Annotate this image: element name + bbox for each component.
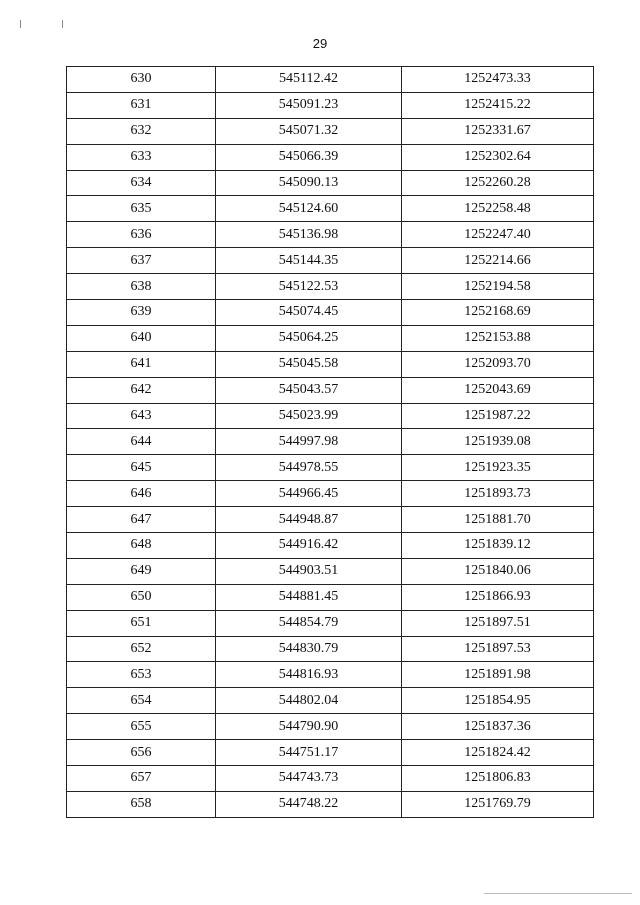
y-coordinate-cell: 1251891.98: [402, 662, 594, 688]
table-row: [67, 67, 594, 93]
table-row: [67, 584, 594, 610]
table-row: [67, 248, 594, 274]
y-coordinate-cell: 1251897.53: [402, 636, 594, 662]
point-number-cell: 638: [67, 274, 216, 300]
x-coordinate-cell: 544978.55: [216, 455, 402, 481]
x-coordinate-cell: 544948.87: [216, 507, 402, 533]
table-row: [67, 558, 594, 584]
x-coordinate-cell: 544881.45: [216, 584, 402, 610]
point-number-cell: 641: [67, 351, 216, 377]
x-coordinate-cell: 545091.23: [216, 92, 402, 118]
point-number-cell: 653: [67, 662, 216, 688]
y-coordinate-cell: 1251893.73: [402, 481, 594, 507]
x-coordinate-cell: 545045.58: [216, 351, 402, 377]
x-coordinate-cell: 545064.25: [216, 325, 402, 351]
point-number-cell: 632: [67, 118, 216, 144]
x-coordinate-cell: 544802.04: [216, 688, 402, 714]
x-coordinate-cell: 545043.57: [216, 377, 402, 403]
x-coordinate-cell: 545112.42: [216, 67, 402, 93]
y-coordinate-cell: 1251881.70: [402, 507, 594, 533]
y-coordinate-cell: 1252214.66: [402, 248, 594, 274]
scan-mark: [20, 20, 21, 28]
x-coordinate-cell: 544816.93: [216, 662, 402, 688]
table-row: [67, 636, 594, 662]
x-coordinate-cell: 544903.51: [216, 558, 402, 584]
table-row: [67, 533, 594, 559]
point-number-cell: 643: [67, 403, 216, 429]
x-coordinate-cell: 544966.45: [216, 481, 402, 507]
point-number-cell: 645: [67, 455, 216, 481]
table-row: [67, 714, 594, 740]
x-coordinate-cell: 544743.73: [216, 766, 402, 792]
y-coordinate-cell: 1252194.58: [402, 274, 594, 300]
table-row: [67, 351, 594, 377]
table-row: [67, 300, 594, 326]
coordinates-table: [66, 66, 594, 818]
y-coordinate-cell: 1251854.95: [402, 688, 594, 714]
y-coordinate-cell: 1252043.69: [402, 377, 594, 403]
point-number-cell: 634: [67, 170, 216, 196]
point-number-cell: 639: [67, 300, 216, 326]
point-number-cell: 651: [67, 610, 216, 636]
point-number-cell: 631: [67, 92, 216, 118]
y-coordinate-cell: 1252258.48: [402, 196, 594, 222]
y-coordinate-cell: 1251769.79: [402, 791, 594, 817]
point-number-cell: 655: [67, 714, 216, 740]
point-number-cell: 647: [67, 507, 216, 533]
point-number-cell: 646: [67, 481, 216, 507]
table-row: [67, 170, 594, 196]
point-number-cell: 649: [67, 558, 216, 584]
table-row: [67, 325, 594, 351]
point-number-cell: 630: [67, 67, 216, 93]
y-coordinate-cell: 1252473.33: [402, 67, 594, 93]
table-row: [67, 92, 594, 118]
y-coordinate-cell: 1252260.28: [402, 170, 594, 196]
y-coordinate-cell: 1252302.64: [402, 144, 594, 170]
y-coordinate-cell: 1251897.51: [402, 610, 594, 636]
y-coordinate-cell: 1252168.69: [402, 300, 594, 326]
x-coordinate-cell: 544997.98: [216, 429, 402, 455]
point-number-cell: 635: [67, 196, 216, 222]
x-coordinate-cell: 545074.45: [216, 300, 402, 326]
x-coordinate-cell: 545090.13: [216, 170, 402, 196]
table-row: [67, 688, 594, 714]
x-coordinate-cell: 545144.35: [216, 248, 402, 274]
table-row: [67, 118, 594, 144]
point-number-cell: 657: [67, 766, 216, 792]
y-coordinate-cell: 1252153.88: [402, 325, 594, 351]
table-row: [67, 403, 594, 429]
table-row: [67, 610, 594, 636]
x-coordinate-cell: 544748.22: [216, 791, 402, 817]
x-coordinate-cell: 544916.42: [216, 533, 402, 559]
table-row: [67, 740, 594, 766]
table-row: [67, 455, 594, 481]
x-coordinate-cell: 544790.90: [216, 714, 402, 740]
point-number-cell: 640: [67, 325, 216, 351]
x-coordinate-cell: 545071.32: [216, 118, 402, 144]
point-number-cell: 648: [67, 533, 216, 559]
table-row: [67, 429, 594, 455]
y-coordinate-cell: 1252093.70: [402, 351, 594, 377]
y-coordinate-cell: 1251840.06: [402, 558, 594, 584]
scan-mark: [62, 20, 63, 28]
x-coordinate-cell: 545124.60: [216, 196, 402, 222]
y-coordinate-cell: 1251839.12: [402, 533, 594, 559]
point-number-cell: 642: [67, 377, 216, 403]
y-coordinate-cell: 1251806.83: [402, 766, 594, 792]
x-coordinate-cell: 544854.79: [216, 610, 402, 636]
x-coordinate-cell: 544830.79: [216, 636, 402, 662]
point-number-cell: 658: [67, 791, 216, 817]
y-coordinate-cell: 1252415.22: [402, 92, 594, 118]
point-number-cell: 644: [67, 429, 216, 455]
y-coordinate-cell: 1252331.67: [402, 118, 594, 144]
table-row: [67, 222, 594, 248]
point-number-cell: 633: [67, 144, 216, 170]
y-coordinate-cell: 1251837.36: [402, 714, 594, 740]
table-row: [67, 791, 594, 817]
table-row: [67, 766, 594, 792]
point-number-cell: 654: [67, 688, 216, 714]
table-row: [67, 507, 594, 533]
table-row: [67, 274, 594, 300]
divider: [484, 893, 632, 894]
table-row: [67, 481, 594, 507]
y-coordinate-cell: 1251923.35: [402, 455, 594, 481]
y-coordinate-cell: 1251824.42: [402, 740, 594, 766]
point-number-cell: 652: [67, 636, 216, 662]
point-number-cell: 650: [67, 584, 216, 610]
page-number: 29: [312, 36, 328, 51]
y-coordinate-cell: 1251939.08: [402, 429, 594, 455]
y-coordinate-cell: 1251987.22: [402, 403, 594, 429]
y-coordinate-cell: 1251866.93: [402, 584, 594, 610]
x-coordinate-cell: 545066.39: [216, 144, 402, 170]
y-coordinate-cell: 1252247.40: [402, 222, 594, 248]
point-number-cell: 636: [67, 222, 216, 248]
table-row: [67, 196, 594, 222]
x-coordinate-cell: 545122.53: [216, 274, 402, 300]
x-coordinate-cell: 544751.17: [216, 740, 402, 766]
table-row: [67, 144, 594, 170]
point-number-cell: 656: [67, 740, 216, 766]
table-body: [67, 67, 594, 818]
point-number-cell: 637: [67, 248, 216, 274]
x-coordinate-cell: 545023.99: [216, 403, 402, 429]
table-row: [67, 377, 594, 403]
x-coordinate-cell: 545136.98: [216, 222, 402, 248]
table-row: [67, 662, 594, 688]
